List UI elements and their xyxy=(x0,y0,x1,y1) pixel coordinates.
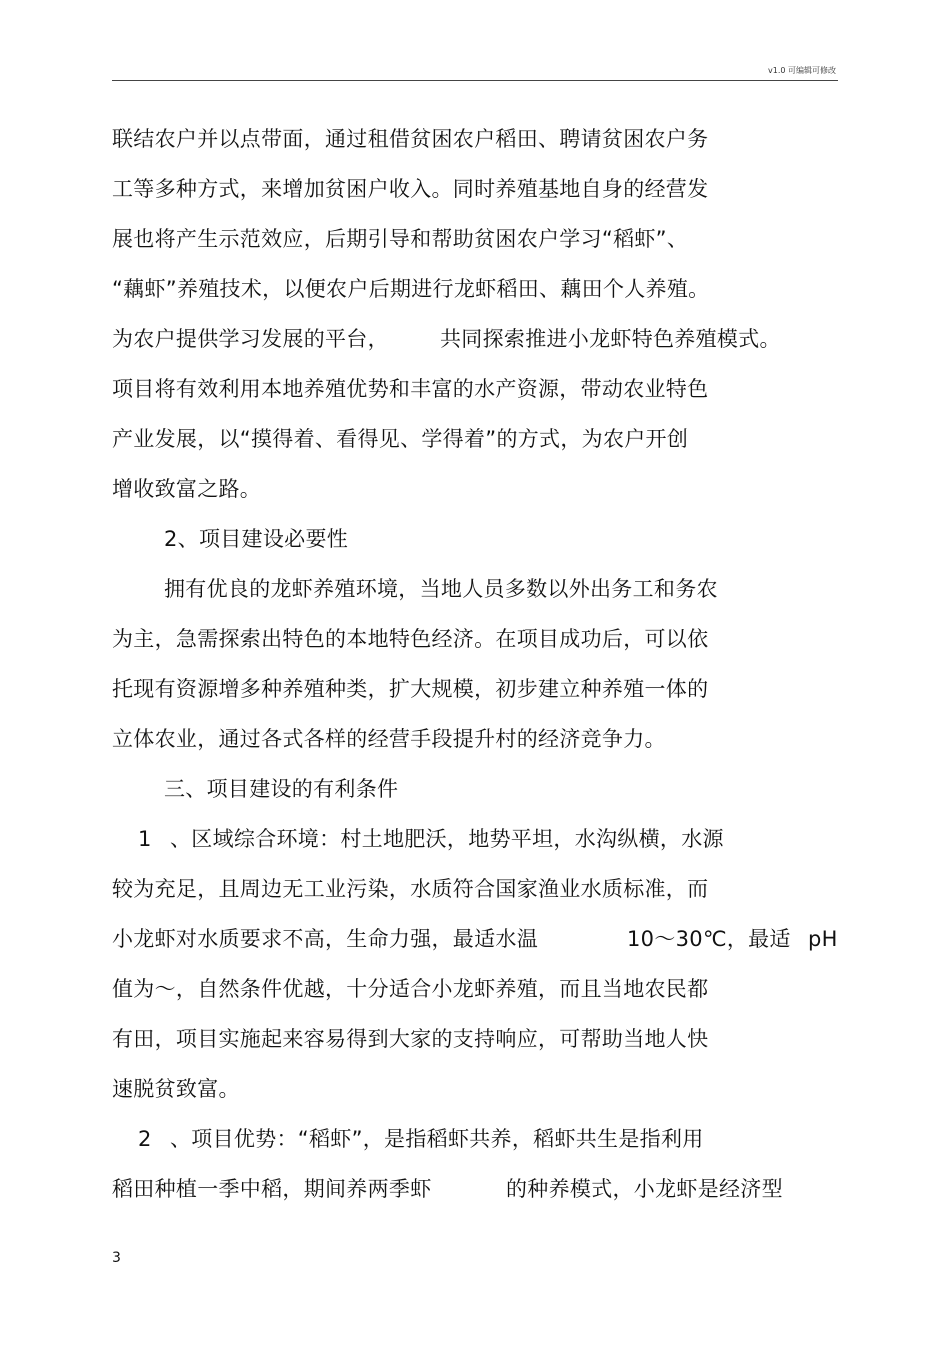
text-segment: 产业发展，以“摸得着、看得见、学得着”的方式，为农户开创 xyxy=(112,427,689,451)
text-segment: 立体农业，通过各式各样的经营手段提升村的经济竞争力。 xyxy=(112,727,666,751)
text-segment: 10～30℃，最适 xyxy=(627,927,791,951)
text-segment: 速脱贫致富。 xyxy=(112,1077,240,1101)
text-segment: 值为～，自然条件优越，十分适合小龙虾养殖，而且当地农民都 xyxy=(112,977,709,1001)
text-segment: 2、项目建设必要性 xyxy=(164,527,349,551)
text-segment: 、项目优势：“稻虾”，是指稻虾共养，稻虾共生是指利用 xyxy=(170,1127,704,1151)
text-segment: 增收致富之路。 xyxy=(112,477,262,501)
text-segment: 小龙虾对水质要求不高，生命力强，最适水温 xyxy=(112,927,538,951)
text-segment: 展也将产生示范效应，后期引导和帮助贫困农户学习“稻虾”、 xyxy=(112,227,689,251)
text-segment: 2 xyxy=(138,1127,152,1151)
text-segment: 为农户提供学习发展的平台， xyxy=(112,327,389,351)
page-number: 3 xyxy=(112,1250,121,1266)
text-segment: 的种养模式，小龙虾是经济型 xyxy=(506,1177,783,1201)
text-segment: 有田，项目实施起来容易得到大家的支持响应，可帮助当地人快 xyxy=(112,1027,709,1051)
text-segment: 项目将有效利用本地养殖优势和丰富的水产资源，带动农业特色 xyxy=(112,377,709,401)
text-segment: 稻田种植一季中稻，期间养两季虾 xyxy=(112,1177,432,1201)
text-segment: 较为充足，且周边无工业污染，水质符合国家渔业水质标准，而 xyxy=(112,877,709,901)
text-segment: 1 xyxy=(138,827,152,851)
text-segment: pH xyxy=(808,927,838,951)
text-segment: 三、项目建设的有利条件 xyxy=(164,777,399,801)
text-segment: 共同探索推进小龙虾特色养殖模式。 xyxy=(440,327,781,351)
text-segment: “藕虾”养殖技术，以便农户后期进行龙虾稻田、藕田个人养殖。 xyxy=(112,277,710,301)
header-version-text: v1.0 可编辑可修改 xyxy=(768,66,836,75)
text-segment: 、区域综合环境：村土地肥沃，地势平坦，水沟纵横，水源 xyxy=(170,827,724,851)
text-segment: 为主，急需探索出特色的本地特色经济。在项目成功后，可以依 xyxy=(112,627,709,651)
text-segment: 工等多种方式，来增加贫困户收入。同时养殖基地自身的经营发 xyxy=(112,177,709,201)
text-segment: 拥有优良的龙虾养殖环境，当地人员多数以外出务工和务农 xyxy=(164,577,718,601)
text-segment: 托现有资源增多种养殖种类，扩大规模，初步建立种养殖一体的 xyxy=(112,677,709,701)
text-segment: 联结农户并以点带面，通过租借贫困农户稻田、聘请贫困农户务 xyxy=(112,127,709,151)
